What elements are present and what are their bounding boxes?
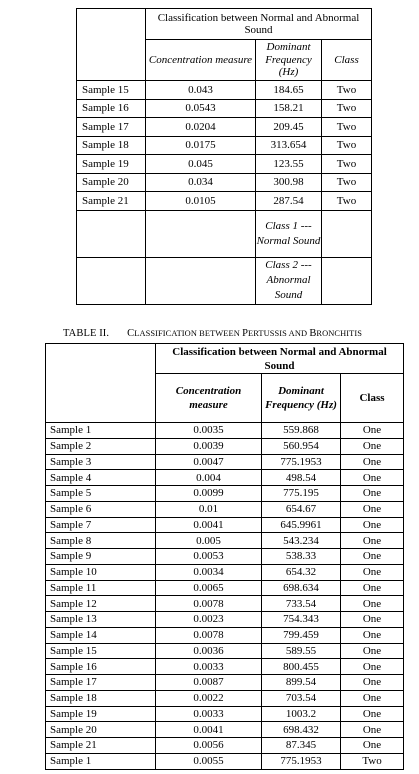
table-row bbox=[77, 192, 372, 211]
table2-corner-cell bbox=[46, 344, 156, 423]
concentration-cell: 0.0055 bbox=[156, 753, 262, 769]
table-row bbox=[46, 438, 404, 454]
sample-cell: Sample 17 bbox=[46, 675, 156, 691]
class-cell: One bbox=[341, 738, 404, 754]
concentration-cell: 0.0022 bbox=[156, 690, 262, 706]
sample-cell: Sample 20 bbox=[46, 722, 156, 738]
frequency-cell: 313.654 bbox=[256, 136, 322, 155]
frequency-cell: 300.98 bbox=[256, 173, 322, 192]
sample-cell: Sample 9 bbox=[46, 549, 156, 565]
table1-notes bbox=[77, 210, 372, 304]
sample-cell: Sample 1 bbox=[46, 423, 156, 439]
class-cell: One bbox=[341, 627, 404, 643]
class-cell: One bbox=[341, 722, 404, 738]
sample-cell: Sample 11 bbox=[46, 580, 156, 596]
concentration-cell: 0.004 bbox=[156, 470, 262, 486]
table2-caption-number: TABLE II. bbox=[63, 328, 110, 339]
frequency-cell: 560.954 bbox=[262, 438, 341, 454]
table-row bbox=[46, 454, 404, 470]
class-cell: Two bbox=[322, 155, 372, 174]
table-row bbox=[46, 627, 404, 643]
sample-cell: Sample 5 bbox=[46, 486, 156, 502]
concentration-cell: 0.0087 bbox=[156, 675, 262, 691]
concentration-cell: 0.0039 bbox=[156, 438, 262, 454]
frequency-cell: 654.32 bbox=[262, 564, 341, 580]
table-row bbox=[46, 738, 404, 754]
table1-note-row bbox=[77, 210, 372, 257]
frequency-cell: 589.55 bbox=[262, 643, 341, 659]
sample-cell: Sample 16 bbox=[77, 99, 146, 118]
table1-rows bbox=[77, 81, 372, 211]
sample-cell: Sample 16 bbox=[46, 659, 156, 675]
table-row bbox=[46, 659, 404, 675]
class-cell: Two bbox=[322, 192, 372, 211]
class-cell: One bbox=[341, 533, 404, 549]
sample-cell: Sample 6 bbox=[46, 501, 156, 517]
table-row bbox=[46, 596, 404, 612]
frequency-cell: 123.55 bbox=[256, 155, 322, 174]
frequency-cell: 775.1953 bbox=[262, 753, 341, 769]
class-cell: One bbox=[341, 454, 404, 470]
table2-caption bbox=[63, 328, 362, 339]
table2-col-concentration: Concentration measure bbox=[156, 374, 262, 423]
sample-cell: Sample 4 bbox=[46, 470, 156, 486]
concentration-cell: 0.005 bbox=[156, 533, 262, 549]
table-row bbox=[46, 690, 404, 706]
caption-title-3: P bbox=[242, 328, 249, 339]
concentration-cell: 0.01 bbox=[156, 501, 262, 517]
class-cell: One bbox=[341, 501, 404, 517]
frequency-cell: 287.54 bbox=[256, 192, 322, 211]
class-cell: One bbox=[341, 564, 404, 580]
caption-title-5: B bbox=[309, 328, 317, 339]
table1-note-class1: Class 1 --- Normal Sound bbox=[256, 210, 322, 257]
frequency-cell: 703.54 bbox=[262, 690, 341, 706]
table2-col-frequency: Dominant Frequency (Hz) bbox=[262, 374, 341, 423]
class-cell: One bbox=[341, 675, 404, 691]
concentration-cell: 0.0033 bbox=[156, 706, 262, 722]
sample-cell: Sample 14 bbox=[46, 627, 156, 643]
table1-note-row bbox=[77, 257, 372, 304]
table-row bbox=[46, 643, 404, 659]
table1-col-class: Class bbox=[322, 40, 372, 81]
pertussis-bronchitis-table bbox=[45, 343, 404, 770]
table1-header-row bbox=[77, 9, 372, 40]
table1-col-concentration: Concentration measure bbox=[146, 40, 256, 81]
frequency-cell: 645.9961 bbox=[262, 517, 341, 533]
table-row bbox=[46, 533, 404, 549]
table-row bbox=[46, 470, 404, 486]
table-row bbox=[77, 99, 372, 118]
frequency-cell: 87.345 bbox=[262, 738, 341, 754]
concentration-cell: 0.0034 bbox=[156, 564, 262, 580]
sample-cell: Sample 20 bbox=[77, 173, 146, 192]
frequency-cell: 775.1953 bbox=[262, 454, 341, 470]
table-row bbox=[46, 753, 404, 769]
class-cell: Two bbox=[322, 136, 372, 155]
frequency-cell: 498.54 bbox=[262, 470, 341, 486]
table-row bbox=[46, 675, 404, 691]
sample-cell: Sample 2 bbox=[46, 438, 156, 454]
concentration-cell: 0.0204 bbox=[146, 118, 256, 137]
concentration-cell: 0.0056 bbox=[156, 738, 262, 754]
class-cell: One bbox=[341, 486, 404, 502]
table1-col-frequency: Dominant Frequency (Hz) bbox=[256, 40, 322, 81]
caption-title-4: ERTUSSIS AND bbox=[248, 329, 310, 338]
caption-title-1: C bbox=[127, 328, 135, 339]
frequency-cell: 899.54 bbox=[262, 675, 341, 691]
concentration-cell: 0.0047 bbox=[156, 454, 262, 470]
class-cell: One bbox=[341, 580, 404, 596]
caption-title-2: LASSIFICATION BETWEEN bbox=[134, 329, 243, 338]
class-cell: Two bbox=[322, 99, 372, 118]
table-row bbox=[77, 81, 372, 100]
sample-cell: Sample 18 bbox=[77, 136, 146, 155]
frequency-cell: 158.21 bbox=[256, 99, 322, 118]
sample-cell: Sample 3 bbox=[46, 454, 156, 470]
concentration-cell: 0.0065 bbox=[156, 580, 262, 596]
concentration-cell: 0.0099 bbox=[156, 486, 262, 502]
frequency-cell: 698.432 bbox=[262, 722, 341, 738]
table-row bbox=[46, 486, 404, 502]
concentration-cell: 0.0033 bbox=[156, 659, 262, 675]
sample-cell: Sample 18 bbox=[46, 690, 156, 706]
table2-col-class: Class bbox=[341, 374, 404, 423]
table1-corner-cell bbox=[77, 9, 146, 81]
frequency-cell: 775.195 bbox=[262, 486, 341, 502]
table1-note-class2: Class 2 --- Abnormal Sound bbox=[256, 257, 322, 304]
caption-title-6: RONCHITIS bbox=[316, 329, 362, 338]
class-cell: Two bbox=[341, 753, 404, 769]
table-row bbox=[77, 155, 372, 174]
table-row bbox=[46, 549, 404, 565]
sample-cell: Sample 7 bbox=[46, 517, 156, 533]
frequency-cell: 543.234 bbox=[262, 533, 341, 549]
frequency-cell: 754.343 bbox=[262, 612, 341, 628]
class-cell: One bbox=[341, 706, 404, 722]
concentration-cell: 0.0543 bbox=[146, 99, 256, 118]
class-cell: Two bbox=[322, 173, 372, 192]
table2-group-header: Classification between Normal and Abnormal Sound bbox=[156, 344, 404, 374]
concentration-cell: 0.0175 bbox=[146, 136, 256, 155]
sample-cell: Sample 8 bbox=[46, 533, 156, 549]
table2-head bbox=[46, 344, 404, 423]
table-row bbox=[46, 423, 404, 439]
table1-group-header: Classification between Normal and Abnormal Sound bbox=[146, 9, 372, 40]
frequency-cell: 559.868 bbox=[262, 423, 341, 439]
concentration-cell: 0.0035 bbox=[156, 423, 262, 439]
sample-cell: Sample 19 bbox=[46, 706, 156, 722]
class-cell: One bbox=[341, 596, 404, 612]
sample-cell: Sample 19 bbox=[77, 155, 146, 174]
sample-cell: Sample 21 bbox=[46, 738, 156, 754]
sample-cell: Sample 13 bbox=[46, 612, 156, 628]
class-cell: One bbox=[341, 612, 404, 628]
table-row bbox=[77, 118, 372, 137]
frequency-cell: 800.455 bbox=[262, 659, 341, 675]
sample-cell: Sample 17 bbox=[77, 118, 146, 137]
table-row bbox=[77, 136, 372, 155]
concentration-cell: 0.0041 bbox=[156, 517, 262, 533]
concentration-cell: 0.045 bbox=[146, 155, 256, 174]
concentration-cell: 0.043 bbox=[146, 81, 256, 100]
sample-cell: Sample 21 bbox=[77, 192, 146, 211]
frequency-cell: 799.459 bbox=[262, 627, 341, 643]
table-row bbox=[77, 173, 372, 192]
frequency-cell: 654.67 bbox=[262, 501, 341, 517]
table-row bbox=[46, 564, 404, 580]
concentration-cell: 0.034 bbox=[146, 173, 256, 192]
table-row bbox=[46, 722, 404, 738]
table-row bbox=[46, 706, 404, 722]
class-cell: One bbox=[341, 690, 404, 706]
class-cell: One bbox=[341, 438, 404, 454]
class-cell: Two bbox=[322, 118, 372, 137]
sample-cell: Sample 1 bbox=[46, 753, 156, 769]
normal-abnormal-table-continued bbox=[76, 8, 372, 305]
sample-cell: Sample 15 bbox=[77, 81, 146, 100]
table2-rows bbox=[46, 423, 404, 770]
frequency-cell: 1003.2 bbox=[262, 706, 341, 722]
class-cell: One bbox=[341, 517, 404, 533]
concentration-cell: 0.0078 bbox=[156, 627, 262, 643]
table-row bbox=[46, 612, 404, 628]
class-cell: One bbox=[341, 470, 404, 486]
sample-cell: Sample 15 bbox=[46, 643, 156, 659]
sample-cell: Sample 12 bbox=[46, 596, 156, 612]
concentration-cell: 0.0041 bbox=[156, 722, 262, 738]
table2-header-row bbox=[46, 344, 404, 374]
table1-body bbox=[77, 9, 372, 81]
class-cell: One bbox=[341, 643, 404, 659]
class-cell: One bbox=[341, 659, 404, 675]
sample-cell: Sample 10 bbox=[46, 564, 156, 580]
table-row bbox=[46, 501, 404, 517]
class-cell: One bbox=[341, 549, 404, 565]
frequency-cell: 698.634 bbox=[262, 580, 341, 596]
frequency-cell: 209.45 bbox=[256, 118, 322, 137]
concentration-cell: 0.0105 bbox=[146, 192, 256, 211]
frequency-cell: 733.54 bbox=[262, 596, 341, 612]
concentration-cell: 0.0053 bbox=[156, 549, 262, 565]
class-cell: Two bbox=[322, 81, 372, 100]
table-row bbox=[46, 517, 404, 533]
frequency-cell: 184.65 bbox=[256, 81, 322, 100]
concentration-cell: 0.0036 bbox=[156, 643, 262, 659]
concentration-cell: 0.0023 bbox=[156, 612, 262, 628]
table-row bbox=[46, 580, 404, 596]
class-cell: One bbox=[341, 423, 404, 439]
concentration-cell: 0.0078 bbox=[156, 596, 262, 612]
frequency-cell: 538.33 bbox=[262, 549, 341, 565]
